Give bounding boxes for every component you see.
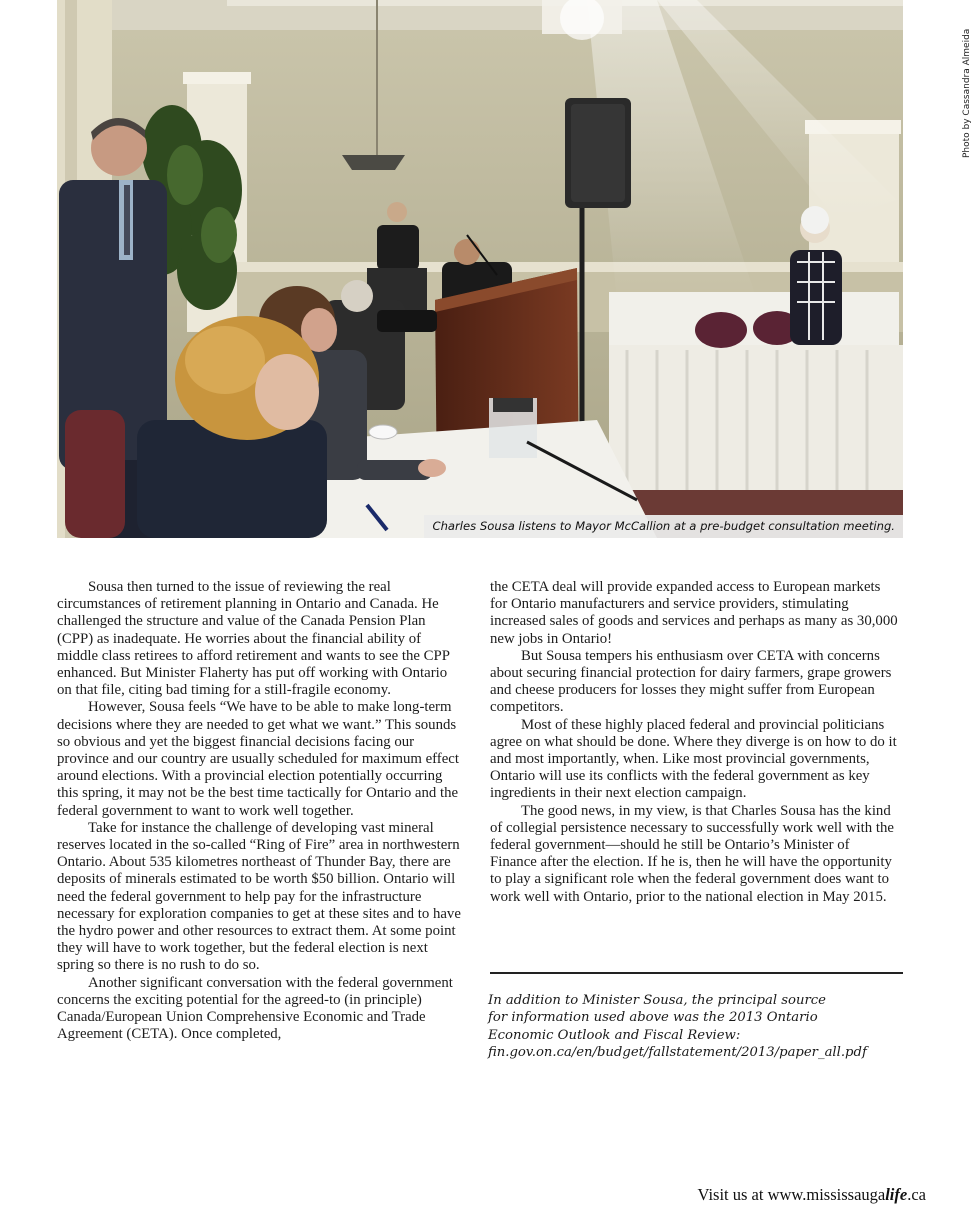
- photo-caption: Charles Sousa listens to Mayor McCallion at a pre-budget consultation meeting.: [424, 515, 903, 538]
- source-note-line: In addition to Minister Sousa, the principal source: [488, 993, 826, 1008]
- meeting-photo-illustration: [57, 0, 903, 538]
- paragraph-politicians-diverge: Most of these highly placed federal and provincial politicians agree on what should be done. Where they diverge is on how to do it and most importantly, when. Like most provincial governments, Ontario will use its conflicts with the federal government as key ingredients in their next election campaign.: [490, 716, 897, 802]
- paragraph-good-news: The good news, in my view, is that Charles Sousa has the kind of collegial persistence necessary to successfully work well with the federal government—should he still be Ontario’s Minister of Finance after the election. If he is, then he will have the opportunity to play a significant role when the federal government does want to work well with Ontario, prior to the national election in May 2015.: [490, 802, 894, 905]
- footer-suffix: .ca: [907, 1185, 926, 1204]
- footer-brand: life: [885, 1185, 908, 1204]
- source-note-line: Economic Outlook and Fiscal Review:: [488, 1027, 741, 1043]
- article-left-column: [57, 579, 464, 1043]
- paragraph-ring-of-fire: Take for instance the challenge of developing vast mineral reserves located in the so-called “Ring of Fire” area in northwestern Ontario. About 535 kilometres northeast of Thunder Bay, there are deposits of minerals estimated to be worth $50 billion. Ontario will need the federal government to help pay for the infrastructure necessary for exploration companies to get at these sites and to have the hydro power and other resources to extract them. At some point they will have to work together, but the federal election is next spring so there is no rush to do so.: [57, 819, 461, 974]
- article-photo: [57, 0, 972, 538]
- paragraph-long-term-decisions: However, Sousa feels “We have to be able to make long-term decisions where they are needed to get what we want.” This sounds so obvious and yet the biggest financial decisions facing our province and our country are usually scheduled for maximum effect around elections. With a provincial election potentially occurring this spring, it may not be the best time tactically for Ontario and the federal government to want to work well together.: [57, 699, 459, 819]
- paragraph-ceta-benefits: the CETA deal will provide expanded access to European markets for Ontario manufacturers and service providers, stimulating increased sales of goods and services and perhaps as many as 30,000 new jobs in Ontario!: [490, 579, 898, 647]
- source-note-line: for information used above was the 2013 Ontario: [488, 1010, 818, 1026]
- article-right-column: [490, 579, 900, 906]
- footer-prefix: Visit us at www.mississauga: [697, 1185, 886, 1204]
- source-url[interactable]: fin.gov.on.ca/en/budget/fallstatement/2013/paper_all.pdf: [488, 1045, 867, 1061]
- section-divider: [490, 972, 903, 974]
- paragraph-ceta-intro: Another significant conversation with the federal government concerns the exciting potential for the agreed-to (in principle) Canada/European Union Comprehensive Economic and Trade Agreement (CETA). Once completed,: [57, 974, 453, 1043]
- paragraph-retirement: Sousa then turned to the issue of reviewing the real circumstances of retirement planning in Ontario and Canada. He challenged the structure and value of the Canada Pension Plan (CPP) as inadequate. He worries about the financial ability of middle class retirees to afford retirement and wants to see the CPP enhanced. But Minister Flaherty has put off working with Ontario on that file, citing bad timing for a still-fragile economy.: [57, 579, 450, 699]
- photo-credit: Photo by Cassandra Almeida: [962, 28, 972, 158]
- paragraph-ceta-concerns: But Sousa tempers his enthusiasm over CETA with concerns about securing financial protection for dairy farmers, grape growers and cheese producers for losses they might suffer from European competitors.: [490, 647, 892, 716]
- source-note: [488, 992, 908, 1062]
- footer-website[interactable]: [698, 1185, 926, 1205]
